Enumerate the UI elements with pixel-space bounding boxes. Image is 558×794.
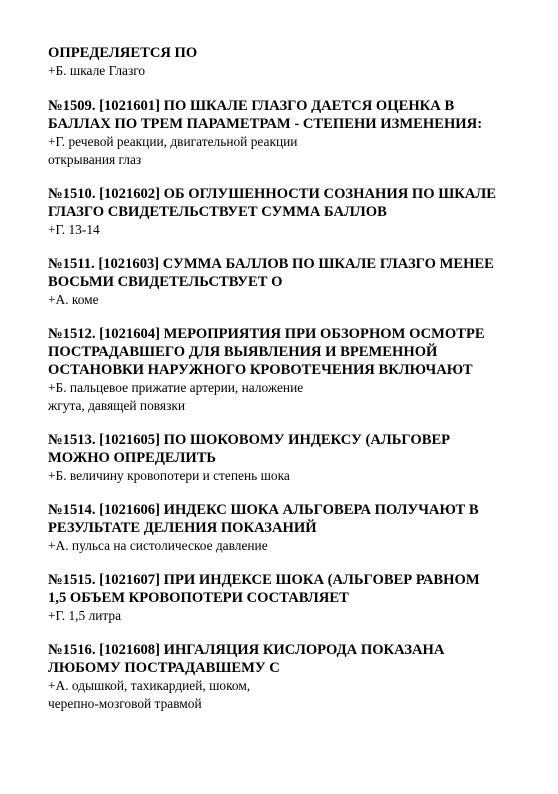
answer-text bbox=[48, 607, 528, 625]
question-line: №1509. [1021601] ПО ШКАЛЕ ГЛАЗГО ДАЕТСЯ ОЦЕНКА В bbox=[48, 98, 455, 114]
answer-line: +Г. 1,5 литра bbox=[48, 608, 122, 623]
question-text bbox=[48, 501, 528, 537]
question-line: ВОСЬМИ СВИДЕТЕЛЬСТВУЕТ О bbox=[48, 274, 283, 290]
question-line: МОЖНО ОПРЕДЕЛИТЬ bbox=[48, 450, 217, 466]
answer-line: +Б. величину кровопотери и степень шока bbox=[48, 468, 290, 483]
question-text bbox=[48, 44, 528, 62]
question-text bbox=[48, 641, 528, 677]
answer-line: +А. коме bbox=[48, 292, 99, 307]
question-line: ЛЮБОМУ ПОСТРАДАВШЕМУ С bbox=[48, 660, 280, 676]
answer-text bbox=[48, 62, 528, 80]
question-line: №1513. [1021605] ПО ШОКОВОМУ ИНДЕКСУ (АЛЬГОВЕР bbox=[48, 432, 451, 448]
question-text bbox=[48, 325, 528, 379]
answer-line: +Г. речевой реакции, двигательной реакции bbox=[48, 134, 298, 149]
question-line: №1512. [1021604] МЕРОПРИЯТИЯ ПРИ ОБЗОРНОМ ОСМОТРЕ bbox=[48, 326, 485, 342]
answer-line: черепно-мозговой травмой bbox=[48, 696, 202, 711]
question-line: РЕЗУЛЬТАТЕ ДЕЛЕНИЯ ПОКАЗАНИЙ bbox=[48, 520, 317, 536]
answer-text bbox=[48, 537, 528, 555]
answer-line: +А. пульса на систолическое давление bbox=[48, 538, 268, 553]
question-text bbox=[48, 185, 528, 221]
question-entry-1514 bbox=[48, 501, 528, 555]
answer-text bbox=[48, 379, 528, 415]
answer-line: +Г. 13-14 bbox=[48, 222, 100, 237]
question-line: 1,5 ОБЪЕМ КРОВОПОТЕРИ СОСТАВЛЯЕТ bbox=[48, 590, 349, 606]
question-entry-continuation bbox=[48, 44, 528, 80]
question-line: БАЛЛАХ ПО ТРЕМ ПАРАМЕТРАМ - СТЕПЕНИ ИЗМЕНЕНИЯ: bbox=[48, 116, 483, 132]
question-entry-1510 bbox=[48, 185, 528, 239]
answer-text bbox=[48, 467, 528, 485]
question-text bbox=[48, 571, 528, 607]
question-line: ПОСТРАДАВШЕГО ДЛЯ ВЫЯВЛЕНИЯ И ВРЕМЕННОЙ bbox=[48, 344, 438, 360]
answer-line: открывания глаз bbox=[48, 152, 142, 167]
question-text bbox=[48, 431, 528, 467]
question-line: №1514. [1021606] ИНДЕКС ШОКА АЛЬГОВЕРА ПОЛУЧАЮТ В bbox=[48, 502, 479, 518]
question-entry-1512 bbox=[48, 325, 528, 415]
question-text bbox=[48, 255, 528, 291]
document-page bbox=[48, 44, 528, 729]
question-line: №1516. [1021608] ИНГАЛЯЦИЯ КИСЛОРОДА ПОКАЗАНА bbox=[48, 642, 445, 658]
question-line: ГЛАЗГО СВИДЕТЕЛЬСТВУЕТ СУММА БАЛЛОВ bbox=[48, 204, 387, 220]
question-entry-1515 bbox=[48, 571, 528, 625]
answer-text bbox=[48, 133, 528, 169]
question-line: ОСТАНОВКИ НАРУЖНОГО КРОВОТЕЧЕНИЯ ВКЛЮЧАЮТ bbox=[48, 362, 473, 378]
answer-text bbox=[48, 291, 528, 309]
question-line: №1511. [1021603] СУММА БАЛЛОВ ПО ШКАЛЕ ГЛАЗГО МЕНЕЕ bbox=[48, 256, 494, 272]
question-entry-1509 bbox=[48, 97, 528, 169]
answer-line: +Б. шкале Глазго bbox=[48, 63, 146, 78]
question-line: №1515. [1021607] ПРИ ИНДЕКСЕ ШОКА (АЛЬГОВЕР РАВНОМ bbox=[48, 572, 480, 588]
question-text bbox=[48, 97, 528, 133]
answer-line: +Б. пальцевое прижатие артерии, наложение bbox=[48, 380, 304, 395]
question-entry-1511 bbox=[48, 255, 528, 309]
answer-line: +А. одышкой, тахикардией, шоком, bbox=[48, 678, 251, 693]
question-entry-1513 bbox=[48, 431, 528, 485]
answer-text bbox=[48, 221, 528, 239]
answer-text bbox=[48, 677, 528, 713]
question-line: ОПРЕДЕЛЯЕТСЯ ПО bbox=[48, 45, 198, 61]
question-entry-1516 bbox=[48, 641, 528, 713]
question-line: №1510. [1021602] ОБ ОГЛУШЕННОСТИ СОЗНАНИЯ ПО ШКАЛЕ bbox=[48, 186, 497, 202]
answer-line: жгута, давящей повязки bbox=[48, 398, 186, 413]
